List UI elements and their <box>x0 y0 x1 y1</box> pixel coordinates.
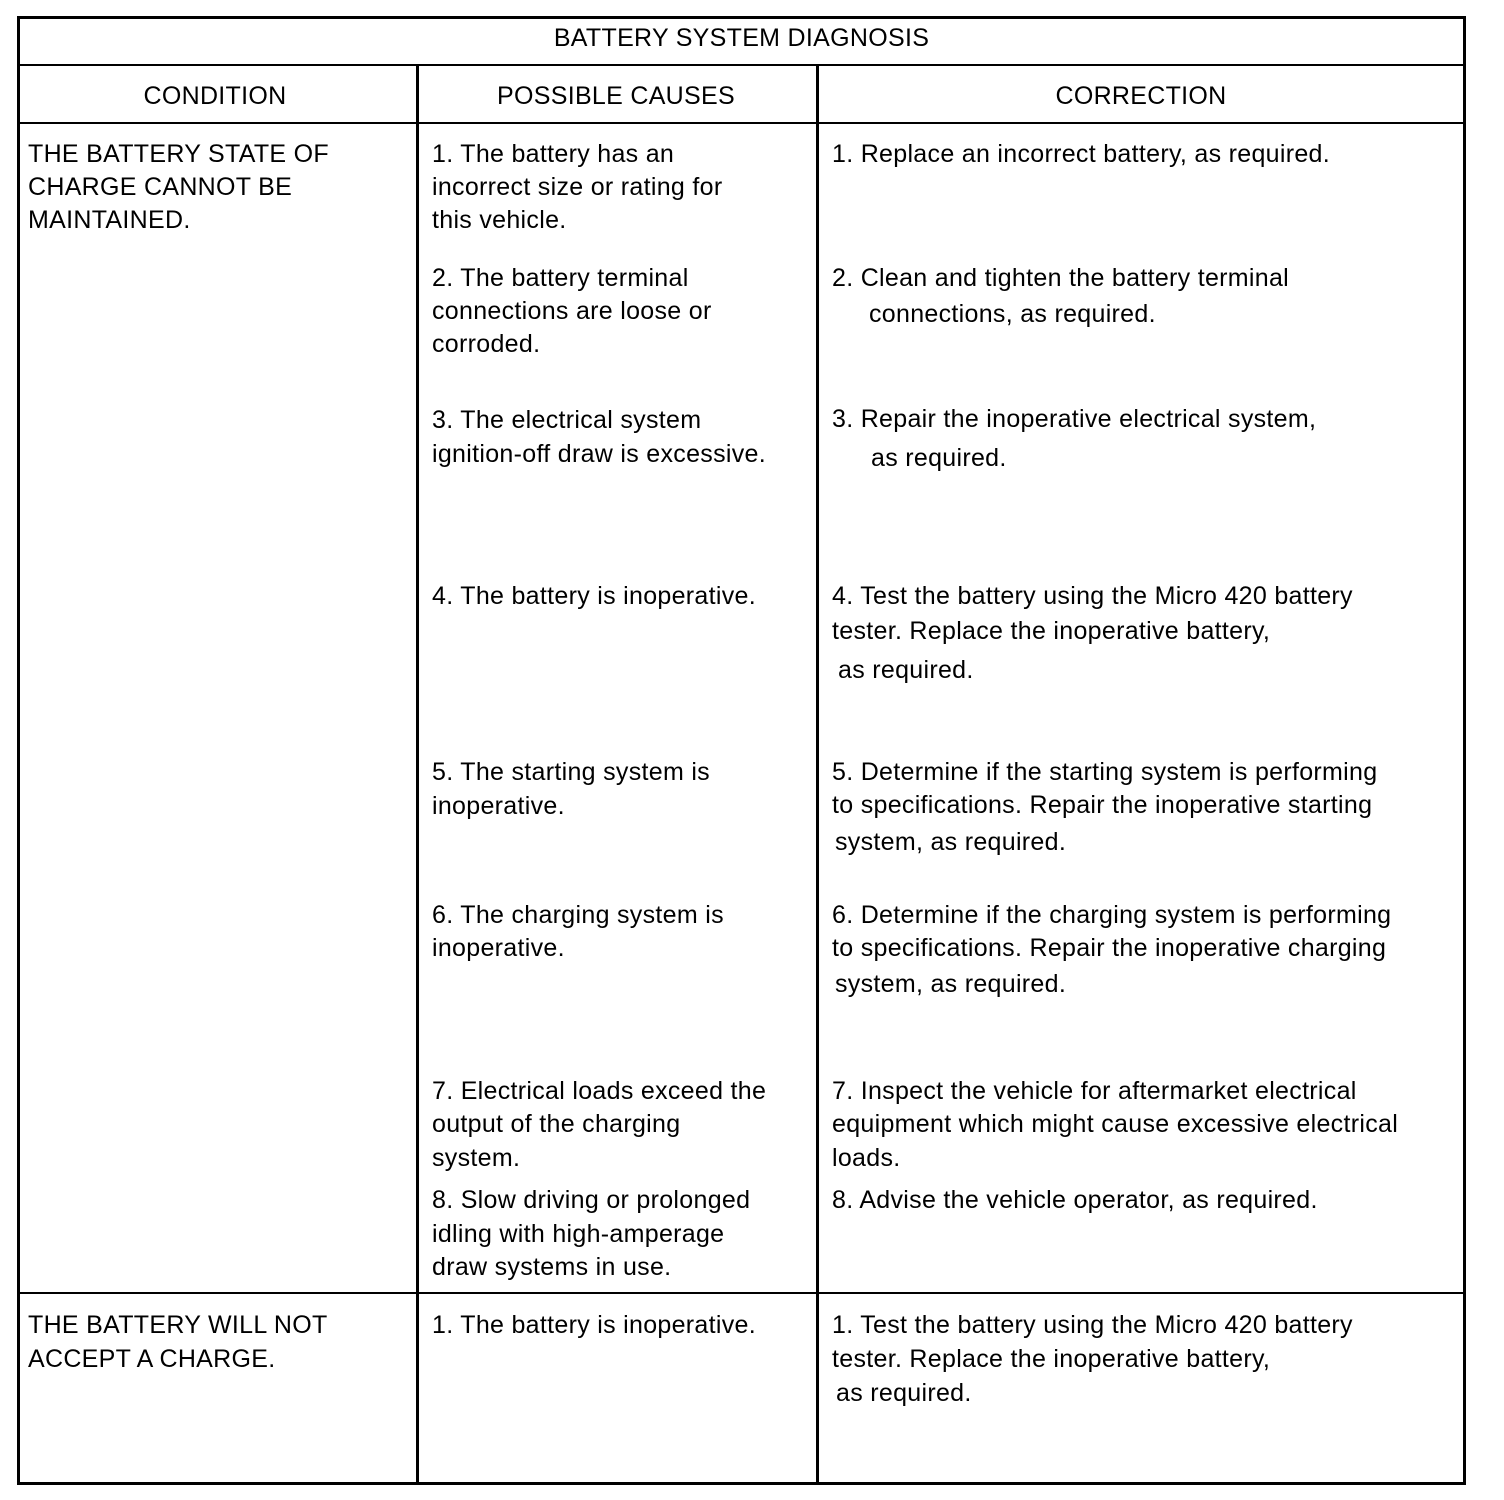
column-divider-2 <box>816 64 819 1482</box>
header-causes: POSSIBLE CAUSES <box>497 82 735 110</box>
correction-line: 1. Replace an incorrect battery, as required. <box>832 140 1331 168</box>
cause-line: inoperative. <box>432 934 565 962</box>
correction-line: 2. Clean and tighten the battery terminal <box>832 264 1290 292</box>
cause-line: 4. The battery is inoperative. <box>432 582 756 610</box>
cause-line: this vehicle. <box>432 206 567 234</box>
row-divider <box>20 1292 1463 1294</box>
correction-line: as required. <box>838 656 974 684</box>
table-title: BATTERY SYSTEM DIAGNOSIS <box>553 24 930 52</box>
correction-line: 7. Inspect the vehicle for aftermarket electrical <box>832 1077 1357 1105</box>
cause-line: ignition-off draw is excessive. <box>432 440 766 468</box>
correction-line: equipment which might cause excessive electrical <box>832 1110 1399 1138</box>
correction-line: system, as required. <box>835 828 1067 856</box>
cause-line: system. <box>432 1144 521 1172</box>
correction-line: 6. Determine if the charging system is performing <box>832 901 1392 929</box>
condition-line: THE BATTERY WILL NOT <box>28 1311 328 1339</box>
correction-line: 3. Repair the inoperative electrical system, <box>832 405 1317 433</box>
cause-line: corroded. <box>432 330 541 358</box>
header-correction: CORRECTION <box>1055 82 1227 110</box>
correction-line: tester. Replace the inoperative battery, <box>832 617 1271 645</box>
correction-line: system, as required. <box>835 970 1067 998</box>
correction-line: to specifications. Repair the inoperative charging <box>832 934 1387 962</box>
cause-line: 7. Electrical loads exceed the <box>432 1077 767 1105</box>
correction-line: loads. <box>832 1144 901 1172</box>
correction-line: as required. <box>871 444 1007 472</box>
title-divider <box>20 64 1463 66</box>
correction-line: connections, as required. <box>869 300 1156 328</box>
cause-line: 8. Slow driving or prolonged <box>432 1186 751 1214</box>
diagnosis-table <box>17 16 1466 1485</box>
cause-line: 5. The starting system is <box>432 758 710 786</box>
cause-line: 1. The battery is inoperative. <box>432 1311 756 1339</box>
cause-line: output of the charging <box>432 1110 681 1138</box>
correction-line: to specifications. Repair the inoperative starting <box>832 791 1373 819</box>
cause-line: connections are loose or <box>432 297 712 325</box>
correction-line: 8. Advise the vehicle operator, as required. <box>832 1186 1318 1214</box>
condition-line: ACCEPT A CHARGE. <box>28 1345 276 1373</box>
cause-line: incorrect size or rating for <box>432 173 723 201</box>
header-divider <box>20 122 1463 124</box>
condition-line: THE BATTERY STATE OF <box>28 140 329 168</box>
cause-line: 1. The battery has an <box>432 140 675 168</box>
column-divider-1 <box>416 64 419 1482</box>
correction-line: tester. Replace the inoperative battery, <box>832 1345 1271 1373</box>
correction-line: 5. Determine if the starting system is performing <box>832 758 1378 786</box>
condition-line: CHARGE CANNOT BE <box>28 173 293 201</box>
condition-line: MAINTAINED. <box>28 206 191 234</box>
cause-line: draw systems in use. <box>432 1253 672 1281</box>
correction-line: 4. Test the battery using the Micro 420 battery <box>832 582 1353 610</box>
cause-line: 6. The charging system is <box>432 901 724 929</box>
cause-line: idling with high-amperage <box>432 1220 725 1248</box>
cause-line: inoperative. <box>432 792 565 820</box>
cause-line: 3. The electrical system <box>432 406 702 434</box>
correction-line: as required. <box>836 1379 972 1407</box>
correction-line: 1. Test the battery using the Micro 420 battery <box>832 1311 1353 1339</box>
cause-line: 2. The battery terminal <box>432 264 689 292</box>
header-condition: CONDITION <box>143 82 287 110</box>
